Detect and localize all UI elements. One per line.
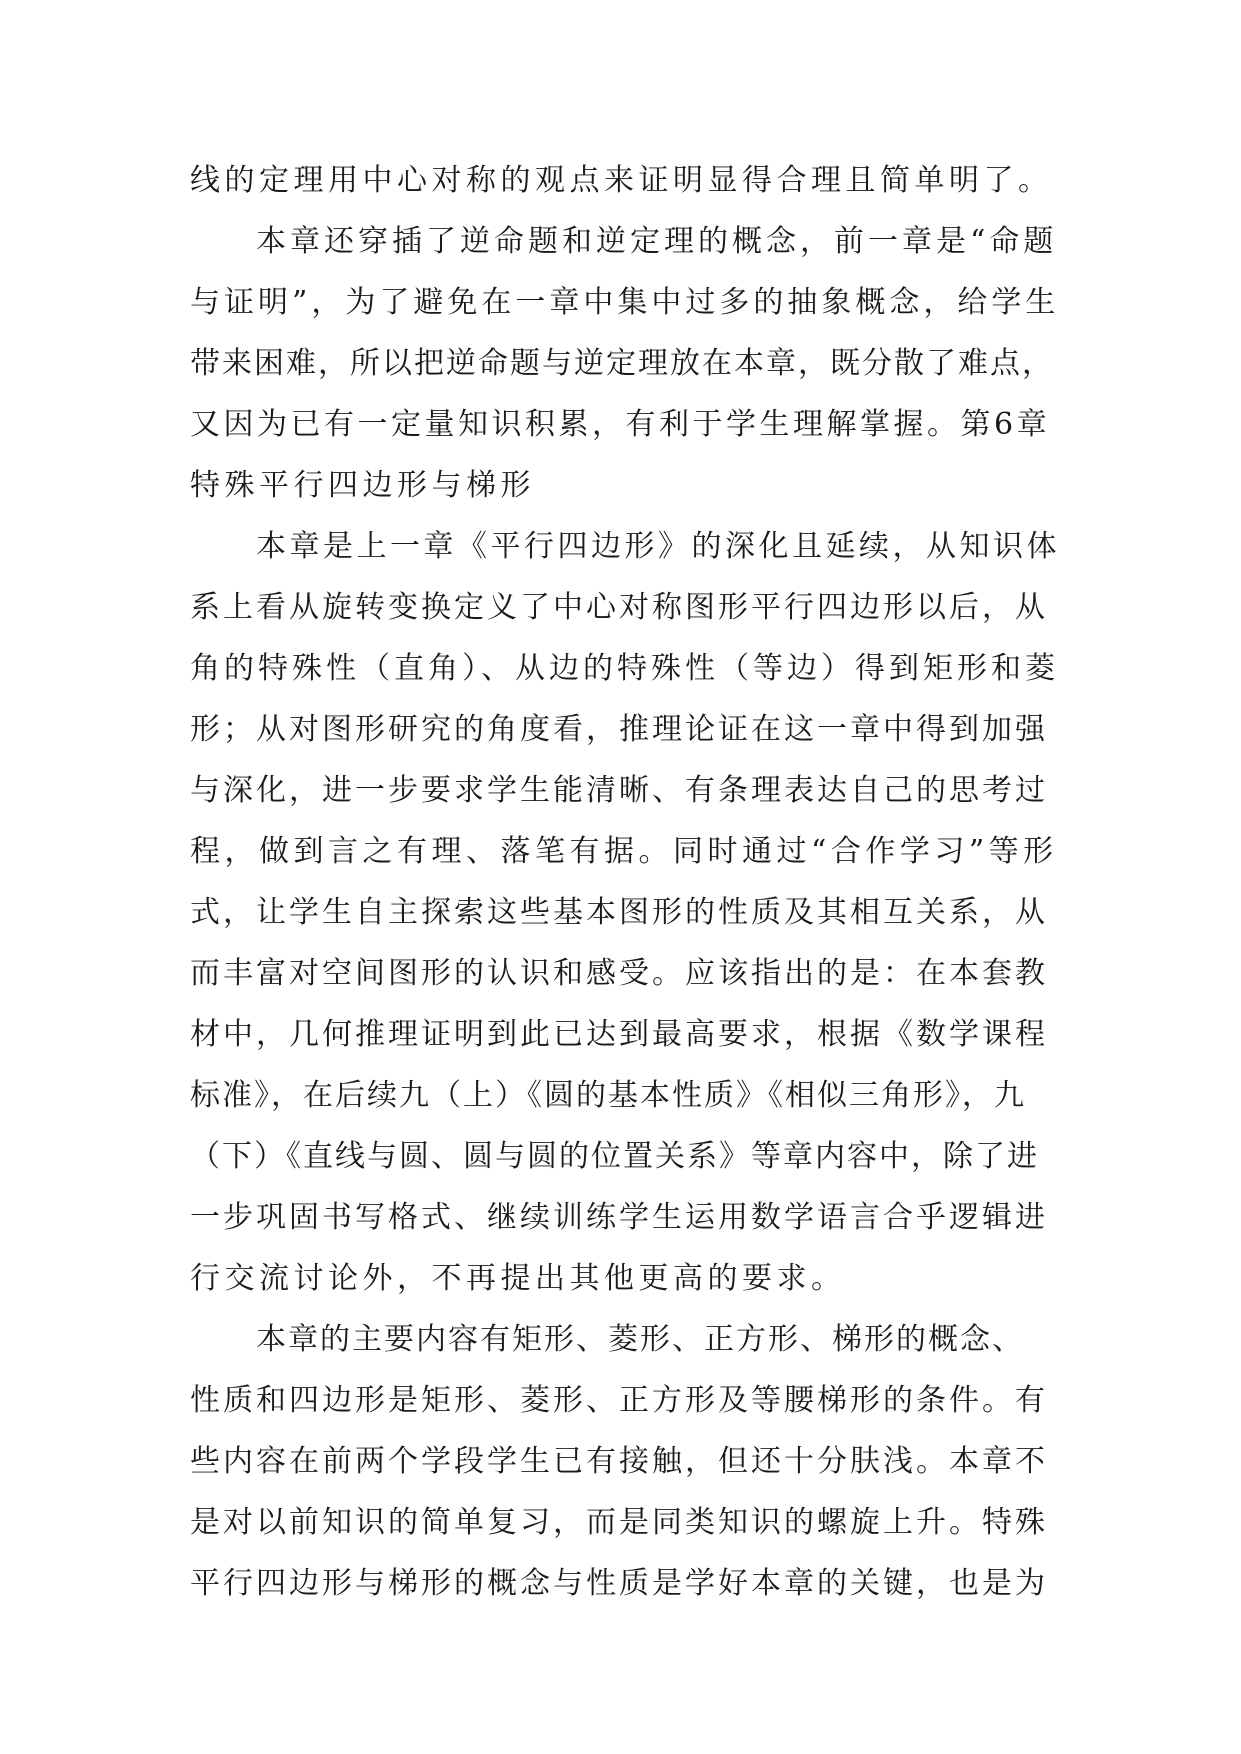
body-text	[190, 150, 1060, 1614]
text-line: 线的定理用中心对称的观点来证明显得合理且简单明了。	[190, 163, 1053, 198]
text-line: 角的特殊性（直角）、从边的特殊性（等边）得到矩形和菱	[190, 651, 1059, 686]
text-line: 平行四边形与梯形的概念与性质是学好本章的关键，也是为	[190, 1566, 1048, 1601]
text-line: （下）《直线与圆、圆与圆的位置关系》等章内容中，除了进	[190, 1139, 1039, 1174]
text-line: 本章的主要内容有矩形、菱形、正方形、梯形的概念、	[256, 1322, 1024, 1357]
text-line: 行交流讨论外，不再提出其他更高的要求。	[190, 1261, 846, 1296]
text-line: 性质和四边形是矩形、菱形、正方形及等腰梯形的条件。有	[190, 1383, 1048, 1418]
text-line: 本章还穿插了逆命题和逆定理的概念，前一章是“命题	[256, 224, 1058, 259]
text-line: 与证明”，为了避免在一章中集中过多的抽象概念，给学生	[190, 285, 1060, 320]
text-line: 是对以前知识的简单复习，而是同类知识的螺旋上升。特殊	[190, 1505, 1048, 1540]
text-line: 带来困难，所以把逆命题与逆定理放在本章，既分散了难点，	[190, 346, 1054, 381]
text-line: 特殊平行四边形与梯形	[190, 468, 535, 503]
text-line: 材中，几何推理证明到此已达到最高要求，根据《数学课程	[190, 1017, 1048, 1052]
text-line: 与深化，进一步要求学生能清晰、有条理表达自己的思考过	[190, 773, 1048, 808]
text-line: 形；从对图形研究的角度看，推理论证在这一章中得到加强	[190, 712, 1048, 747]
text-line: 程，做到言之有理、落笔有据。同时通过“合作学习”等形	[190, 834, 1058, 869]
text-line: 系上看从旋转变换定义了中心对称图形平行四边形以后，从	[190, 590, 1048, 625]
text-line: 又因为已有一定量知识积累，有利于学生理解掌握。第6章	[190, 407, 1051, 442]
text-line: 些内容在前两个学段学生已有接触，但还十分肤浅。本章不	[190, 1444, 1048, 1479]
text-line: 而丰富对空间图形的认识和感受。应该指出的是：在本套教	[190, 956, 1048, 991]
text-line: 式，让学生自主探索这些基本图形的性质及其相互关系，从	[190, 895, 1048, 930]
text-line: 一步巩固书写格式、继续训练学生运用数学语言合乎逻辑进	[190, 1200, 1048, 1235]
text-line: 标准》，在后续九（上）《圆的基本性质》《相似三角形》，九	[190, 1078, 1026, 1113]
text-line: 本章是上一章《平行四边形》的深化且延续，从知识体	[256, 529, 1060, 564]
